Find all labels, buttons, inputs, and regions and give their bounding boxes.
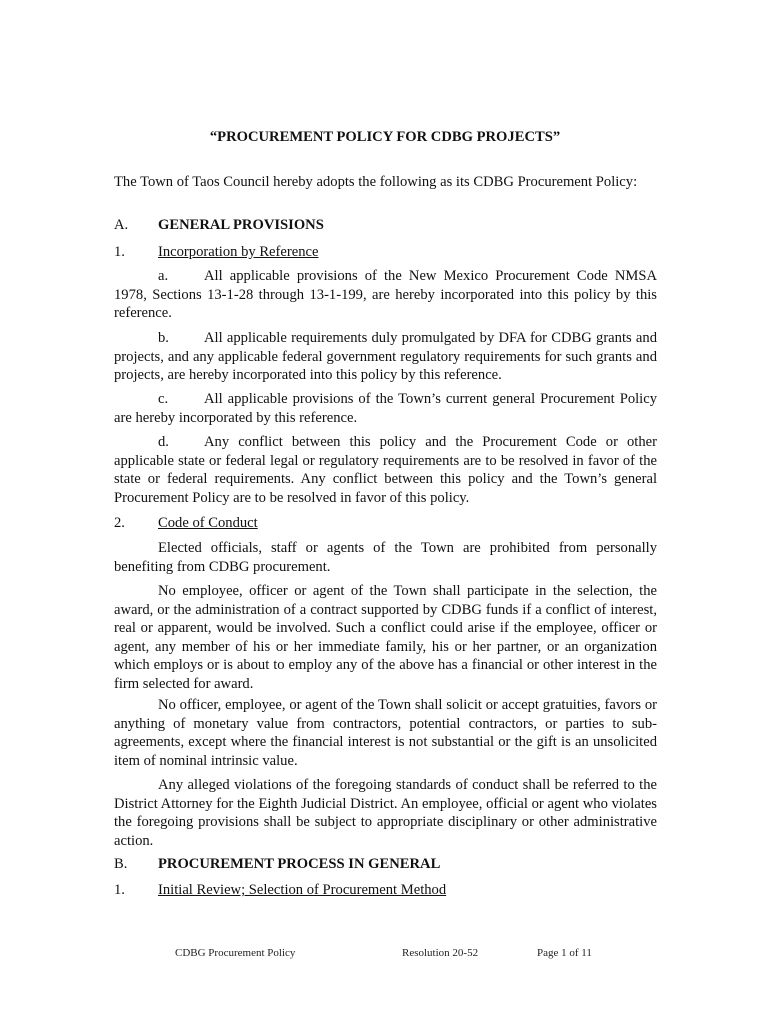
paragraph-a1d-text: Any conflict between this policy and the Procurement Code or other applicable state or federal legal or regulatory requirements are to be resolved in favor of the state or federal requirements. Any conflict between this policy and the Town’s general Procurement Policy are to be resolved in favor of this policy. [114, 434, 657, 506]
footer-resolution: Resolution 20-52 [402, 947, 479, 959]
section-b-letter: B. [114, 856, 128, 872]
document-title: “PROCUREMENT POLICY FOR CDBG PROJECTS” [209, 129, 561, 145]
paragraph-a1c-letter: c. [158, 391, 169, 407]
item-b1-number: 1. [114, 882, 125, 898]
item-b1-title: Initial Review; Selection of Procurement Method [158, 882, 447, 898]
paragraph-a1a [114, 267, 657, 323]
paragraph-a1c-text: All applicable provisions of the Town’s current general Procurement Policy are hereby incorporated by this reference. [114, 391, 657, 426]
section-a-letter: A. [114, 217, 129, 233]
item-a1-title: Incorporation by Reference [158, 244, 319, 260]
paragraph-a2-3: No officer, employee, or agent of the Town shall solicit or accept gratuities, favors or anything of monetary value from contractors, potential contractors, or parties to sub-agreements, except where the financial interest is not substantial or the gift is an unsolicited item of nominal intrinsic value. [114, 697, 657, 769]
paragraph-a2-4: Any alleged violations of the foregoing standards of conduct shall be referred to the District Attorney for the Eighth Judicial District. An employee, official or agent who violates the foregoing provisions shall be subject to appropriate disciplinary or other administrative action. [114, 777, 657, 849]
paragraph-a1a-letter: a. [158, 268, 169, 284]
footer-document-name: CDBG Procurement Policy [175, 947, 296, 959]
item-a2-heading [114, 514, 657, 533]
section-b-title: PROCUREMENT PROCESS IN GENERAL [158, 856, 441, 872]
item-a1-number: 1. [114, 244, 125, 260]
paragraph-a1d [114, 433, 657, 507]
paragraph-a2-2: No employee, officer or agent of the Town shall participate in the selection, the award, or the administration of a contract supported by CDBG funds if a conflict of interest, real or apparent, would be involved. Such a conflict could arise if the employee, officer or agent, any member of his or her immediate family, his or her partner, or an organization which employs or is about to employ any of the above has a financial or other interest in the firm selected for award. [114, 583, 657, 692]
item-b1-heading [114, 881, 657, 900]
paragraph-a1d-letter: d. [158, 434, 169, 450]
item-a1-heading [114, 243, 657, 262]
item-a2-number: 2. [114, 515, 125, 531]
item-a2-title: Code of Conduct [158, 515, 258, 531]
paragraph-a1b [114, 329, 657, 385]
section-a-heading [114, 216, 657, 235]
section-a-title: GENERAL PROVISIONS [158, 217, 324, 233]
paragraph-a1b-letter: b. [158, 330, 169, 346]
paragraph-a2-1: Elected officials, staff or agents of the Town are prohibited from personally benefiting from CDBG procurement. [114, 540, 657, 575]
footer-page-number: Page 1 of 11 [537, 947, 592, 959]
intro-paragraph: The Town of Taos Council hereby adopts the following as its CDBG Procurement Policy: [114, 174, 638, 190]
paragraph-a1c [114, 390, 657, 427]
paragraph-a1b-text: All applicable requirements duly promulgated by DFA for CDBG grants and projects, and any applicable federal government regulatory requirements for such grants and projects, are hereby incorporated into this policy by this reference. [114, 330, 657, 384]
paragraph-a1a-text: All applicable provisions of the New Mexico Procurement Code NMSA 1978, Sections 13-1-28 through 13-1-199, are hereby incorporated into this policy by this reference. [114, 268, 657, 322]
section-b-heading [114, 855, 657, 874]
